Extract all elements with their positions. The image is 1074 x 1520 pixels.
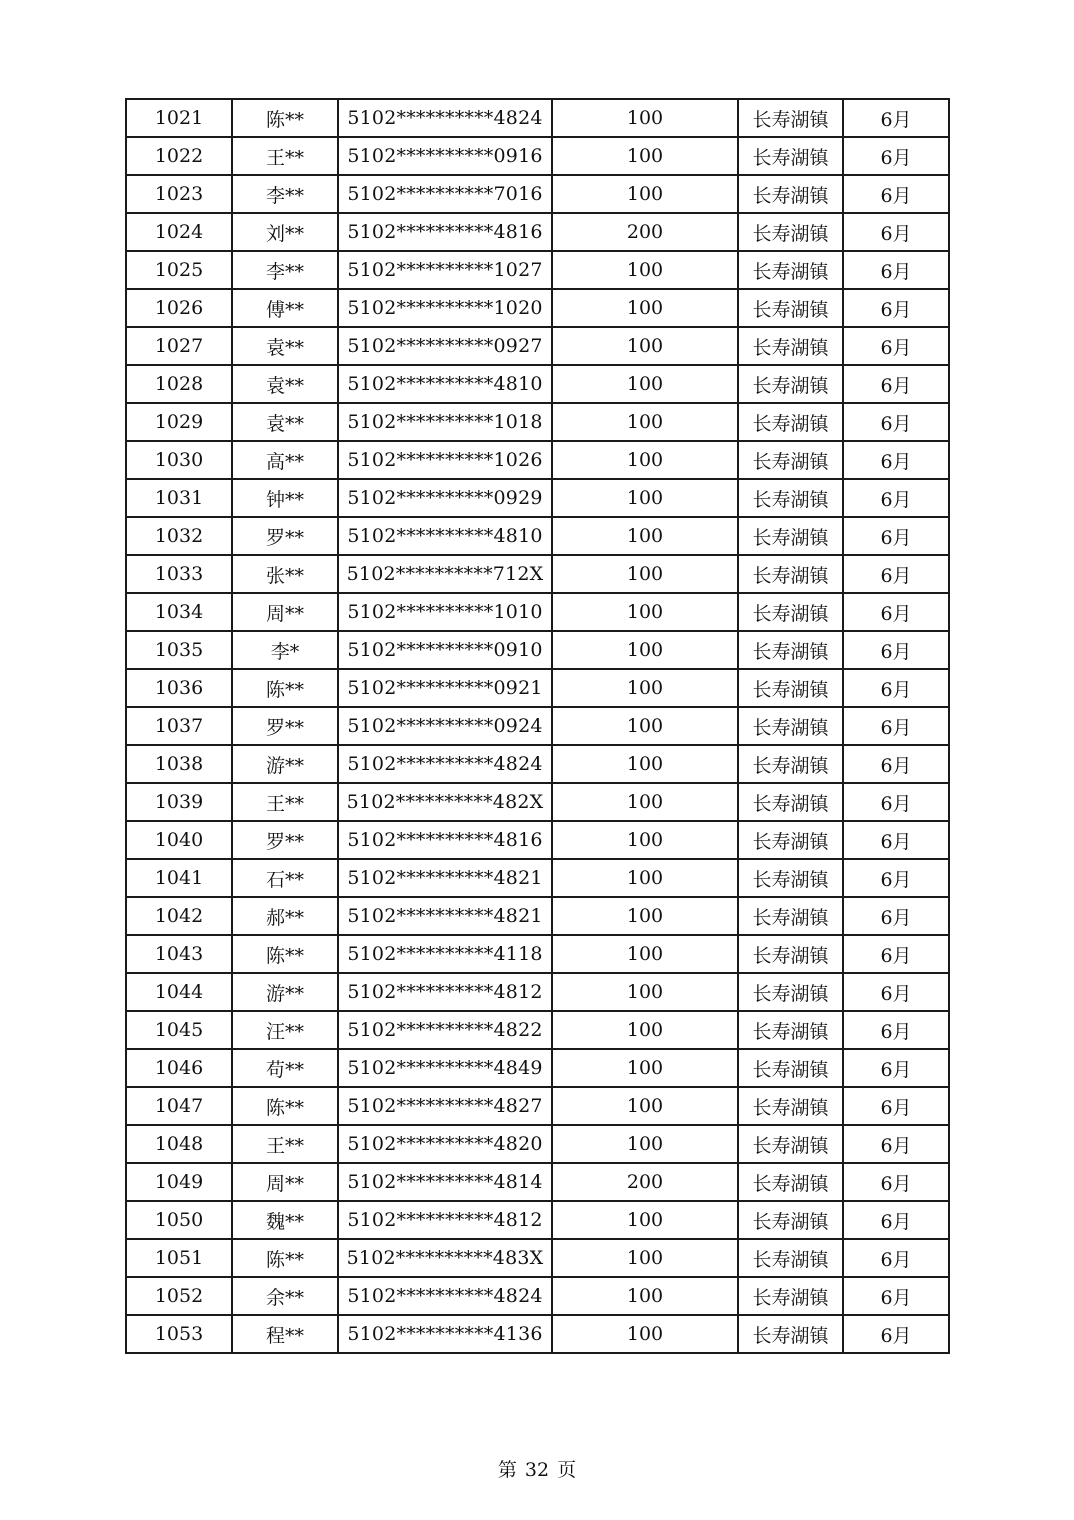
- cell-name: 李*: [232, 631, 338, 669]
- table-row: [126, 783, 949, 821]
- cell-month: 6月: [843, 897, 949, 935]
- page-number: 32: [524, 1459, 550, 1481]
- cell-name: 李**: [232, 175, 338, 213]
- cell-serial-number: 1042: [126, 897, 232, 935]
- table-row: [126, 1277, 949, 1315]
- cell-name: 李**: [232, 251, 338, 289]
- table-row: [126, 1049, 949, 1087]
- cell-serial-number: 1028: [126, 365, 232, 403]
- cell-id-number: 5102**********4824: [338, 745, 552, 783]
- cell-serial-number: 1023: [126, 175, 232, 213]
- cell-amount: 100: [552, 479, 738, 517]
- cell-amount: 200: [552, 213, 738, 251]
- cell-month: 6月: [843, 175, 949, 213]
- cell-town: 长寿湖镇: [738, 669, 843, 707]
- cell-name: 袁**: [232, 327, 338, 365]
- table-row: [126, 897, 949, 935]
- cell-month: 6月: [843, 479, 949, 517]
- table-row: [126, 365, 949, 403]
- page-footer: [0, 1455, 1074, 1482]
- cell-serial-number: 1034: [126, 593, 232, 631]
- cell-town: 长寿湖镇: [738, 859, 843, 897]
- cell-amount: 100: [552, 707, 738, 745]
- cell-amount: 100: [552, 251, 738, 289]
- table-row: [126, 859, 949, 897]
- cell-serial-number: 1022: [126, 137, 232, 175]
- cell-id-number: 5102**********4810: [338, 365, 552, 403]
- cell-id-number: 5102**********0921: [338, 669, 552, 707]
- cell-serial-number: 1025: [126, 251, 232, 289]
- cell-id-number: 5102**********482X: [338, 783, 552, 821]
- cell-serial-number: 1044: [126, 973, 232, 1011]
- cell-name: 石**: [232, 859, 338, 897]
- cell-amount: 100: [552, 1277, 738, 1315]
- cell-serial-number: 1021: [126, 99, 232, 137]
- cell-town: 长寿湖镇: [738, 1239, 843, 1277]
- cell-town: 长寿湖镇: [738, 973, 843, 1011]
- table-row: [126, 593, 949, 631]
- cell-serial-number: 1031: [126, 479, 232, 517]
- cell-name: 汪**: [232, 1011, 338, 1049]
- cell-town: 长寿湖镇: [738, 99, 843, 137]
- cell-id-number: 5102**********1020: [338, 289, 552, 327]
- cell-town: 长寿湖镇: [738, 175, 843, 213]
- cell-month: 6月: [843, 973, 949, 1011]
- cell-amount: 100: [552, 365, 738, 403]
- cell-town: 长寿湖镇: [738, 441, 843, 479]
- cell-name: 高**: [232, 441, 338, 479]
- cell-town: 长寿湖镇: [738, 479, 843, 517]
- cell-amount: 100: [552, 593, 738, 631]
- cell-name: 苟**: [232, 1049, 338, 1087]
- cell-amount: 100: [552, 1087, 738, 1125]
- cell-name: 傅**: [232, 289, 338, 327]
- cell-month: 6月: [843, 821, 949, 859]
- cell-town: 长寿湖镇: [738, 327, 843, 365]
- cell-town: 长寿湖镇: [738, 1125, 843, 1163]
- cell-id-number: 5102**********4821: [338, 859, 552, 897]
- cell-name: 余**: [232, 1277, 338, 1315]
- cell-id-number: 5102**********483X: [338, 1239, 552, 1277]
- cell-month: 6月: [843, 327, 949, 365]
- cell-id-number: 5102**********4824: [338, 99, 552, 137]
- cell-town: 长寿湖镇: [738, 707, 843, 745]
- cell-serial-number: 1037: [126, 707, 232, 745]
- cell-name: 袁**: [232, 365, 338, 403]
- cell-month: 6月: [843, 403, 949, 441]
- page-prefix: 第: [497, 1459, 517, 1481]
- cell-id-number: 5102**********4118: [338, 935, 552, 973]
- table-row: [126, 1011, 949, 1049]
- cell-month: 6月: [843, 745, 949, 783]
- cell-serial-number: 1033: [126, 555, 232, 593]
- cell-serial-number: 1052: [126, 1277, 232, 1315]
- cell-id-number: 5102**********0924: [338, 707, 552, 745]
- cell-amount: 100: [552, 175, 738, 213]
- table-row: [126, 517, 949, 555]
- cell-month: 6月: [843, 99, 949, 137]
- cell-id-number: 5102**********4816: [338, 213, 552, 251]
- cell-amount: 100: [552, 517, 738, 555]
- cell-amount: 100: [552, 859, 738, 897]
- cell-serial-number: 1049: [126, 1163, 232, 1201]
- cell-month: 6月: [843, 555, 949, 593]
- cell-serial-number: 1026: [126, 289, 232, 327]
- cell-serial-number: 1024: [126, 213, 232, 251]
- page-suffix: 页: [557, 1459, 577, 1481]
- table-row: [126, 707, 949, 745]
- cell-name: 陈**: [232, 1239, 338, 1277]
- table-row: [126, 99, 949, 137]
- table-row: [126, 555, 949, 593]
- table-row: [126, 1125, 949, 1163]
- cell-amount: 100: [552, 745, 738, 783]
- cell-town: 长寿湖镇: [738, 783, 843, 821]
- table-row: [126, 631, 949, 669]
- cell-id-number: 5102**********4812: [338, 973, 552, 1011]
- cell-amount: 100: [552, 555, 738, 593]
- cell-town: 长寿湖镇: [738, 745, 843, 783]
- cell-month: 6月: [843, 1239, 949, 1277]
- cell-amount: 200: [552, 1163, 738, 1201]
- cell-amount: 100: [552, 783, 738, 821]
- cell-name: 程**: [232, 1315, 338, 1353]
- cell-name: 王**: [232, 783, 338, 821]
- cell-town: 长寿湖镇: [738, 1163, 843, 1201]
- cell-month: 6月: [843, 631, 949, 669]
- table-row: [126, 1163, 949, 1201]
- cell-name: 游**: [232, 745, 338, 783]
- cell-amount: 100: [552, 973, 738, 1011]
- cell-id-number: 5102**********0929: [338, 479, 552, 517]
- cell-amount: 100: [552, 1239, 738, 1277]
- cell-month: 6月: [843, 365, 949, 403]
- cell-town: 长寿湖镇: [738, 897, 843, 935]
- cell-id-number: 5102**********4827: [338, 1087, 552, 1125]
- cell-name: 王**: [232, 1125, 338, 1163]
- cell-serial-number: 1032: [126, 517, 232, 555]
- cell-name: 张**: [232, 555, 338, 593]
- cell-town: 长寿湖镇: [738, 289, 843, 327]
- cell-month: 6月: [843, 289, 949, 327]
- cell-amount: 100: [552, 821, 738, 859]
- cell-amount: 100: [552, 1315, 738, 1353]
- cell-amount: 100: [552, 289, 738, 327]
- cell-name: 周**: [232, 593, 338, 631]
- cell-serial-number: 1038: [126, 745, 232, 783]
- cell-town: 长寿湖镇: [738, 1049, 843, 1087]
- cell-town: 长寿湖镇: [738, 1011, 843, 1049]
- table-row: [126, 1201, 949, 1239]
- cell-month: 6月: [843, 1201, 949, 1239]
- cell-town: 长寿湖镇: [738, 213, 843, 251]
- cell-name: 陈**: [232, 935, 338, 973]
- table-row: [126, 479, 949, 517]
- cell-name: 陈**: [232, 669, 338, 707]
- cell-name: 陈**: [232, 99, 338, 137]
- cell-amount: 100: [552, 1011, 738, 1049]
- cell-town: 长寿湖镇: [738, 251, 843, 289]
- cell-amount: 100: [552, 897, 738, 935]
- table-row: [126, 1239, 949, 1277]
- cell-id-number: 5102**********4812: [338, 1201, 552, 1239]
- cell-id-number: 5102**********4814: [338, 1163, 552, 1201]
- cell-amount: 100: [552, 669, 738, 707]
- cell-amount: 100: [552, 327, 738, 365]
- cell-amount: 100: [552, 441, 738, 479]
- cell-id-number: 5102**********7016: [338, 175, 552, 213]
- cell-id-number: 5102**********4822: [338, 1011, 552, 1049]
- cell-month: 6月: [843, 593, 949, 631]
- cell-month: 6月: [843, 783, 949, 821]
- cell-month: 6月: [843, 1163, 949, 1201]
- cell-month: 6月: [843, 1277, 949, 1315]
- cell-amount: 100: [552, 1125, 738, 1163]
- cell-serial-number: 1050: [126, 1201, 232, 1239]
- cell-month: 6月: [843, 213, 949, 251]
- cell-town: 长寿湖镇: [738, 935, 843, 973]
- cell-town: 长寿湖镇: [738, 517, 843, 555]
- cell-month: 6月: [843, 1087, 949, 1125]
- cell-town: 长寿湖镇: [738, 365, 843, 403]
- cell-name: 钟**: [232, 479, 338, 517]
- cell-town: 长寿湖镇: [738, 1087, 843, 1125]
- table-row: [126, 251, 949, 289]
- cell-name: 罗**: [232, 707, 338, 745]
- cell-serial-number: 1027: [126, 327, 232, 365]
- cell-name: 游**: [232, 973, 338, 1011]
- cell-month: 6月: [843, 441, 949, 479]
- cell-name: 刘**: [232, 213, 338, 251]
- cell-amount: 100: [552, 1201, 738, 1239]
- cell-month: 6月: [843, 1049, 949, 1087]
- cell-month: 6月: [843, 137, 949, 175]
- cell-id-number: 5102**********1018: [338, 403, 552, 441]
- cell-town: 长寿湖镇: [738, 1277, 843, 1315]
- cell-id-number: 5102**********712X: [338, 555, 552, 593]
- cell-serial-number: 1040: [126, 821, 232, 859]
- table-row: [126, 289, 949, 327]
- cell-id-number: 5102**********4821: [338, 897, 552, 935]
- cell-month: 6月: [843, 859, 949, 897]
- cell-serial-number: 1047: [126, 1087, 232, 1125]
- roster-body: [126, 99, 949, 1353]
- cell-month: 6月: [843, 669, 949, 707]
- cell-town: 长寿湖镇: [738, 555, 843, 593]
- table-row: [126, 213, 949, 251]
- cell-amount: 100: [552, 1049, 738, 1087]
- cell-serial-number: 1048: [126, 1125, 232, 1163]
- cell-town: 长寿湖镇: [738, 403, 843, 441]
- cell-id-number: 5102**********1010: [338, 593, 552, 631]
- cell-name: 郝**: [232, 897, 338, 935]
- cell-month: 6月: [843, 935, 949, 973]
- cell-id-number: 5102**********0910: [338, 631, 552, 669]
- cell-month: 6月: [843, 1011, 949, 1049]
- cell-amount: 100: [552, 99, 738, 137]
- cell-serial-number: 1039: [126, 783, 232, 821]
- cell-month: 6月: [843, 517, 949, 555]
- cell-serial-number: 1043: [126, 935, 232, 973]
- table-row: [126, 821, 949, 859]
- cell-serial-number: 1046: [126, 1049, 232, 1087]
- cell-month: 6月: [843, 251, 949, 289]
- cell-id-number: 5102**********4820: [338, 1125, 552, 1163]
- cell-serial-number: 1045: [126, 1011, 232, 1049]
- cell-name: 袁**: [232, 403, 338, 441]
- cell-serial-number: 1029: [126, 403, 232, 441]
- cell-serial-number: 1041: [126, 859, 232, 897]
- table-row: [126, 1315, 949, 1353]
- cell-amount: 100: [552, 137, 738, 175]
- table-row: [126, 973, 949, 1011]
- cell-id-number: 5102**********4849: [338, 1049, 552, 1087]
- cell-name: 魏**: [232, 1201, 338, 1239]
- cell-town: 长寿湖镇: [738, 1201, 843, 1239]
- cell-id-number: 5102**********4824: [338, 1277, 552, 1315]
- cell-name: 罗**: [232, 517, 338, 555]
- cell-month: 6月: [843, 1315, 949, 1353]
- cell-id-number: 5102**********1027: [338, 251, 552, 289]
- cell-id-number: 5102**********1026: [338, 441, 552, 479]
- table-row: [126, 1087, 949, 1125]
- table-row: [126, 403, 949, 441]
- cell-id-number: 5102**********4810: [338, 517, 552, 555]
- cell-id-number: 5102**********0916: [338, 137, 552, 175]
- cell-amount: 100: [552, 631, 738, 669]
- cell-name: 周**: [232, 1163, 338, 1201]
- cell-month: 6月: [843, 707, 949, 745]
- cell-month: 6月: [843, 1125, 949, 1163]
- cell-amount: 100: [552, 403, 738, 441]
- table-row: [126, 175, 949, 213]
- cell-town: 长寿湖镇: [738, 631, 843, 669]
- table-row: [126, 935, 949, 973]
- roster-table: [125, 98, 950, 1354]
- table-row: [126, 327, 949, 365]
- cell-serial-number: 1035: [126, 631, 232, 669]
- cell-town: 长寿湖镇: [738, 593, 843, 631]
- cell-amount: 100: [552, 935, 738, 973]
- cell-name: 王**: [232, 137, 338, 175]
- cell-serial-number: 1030: [126, 441, 232, 479]
- cell-id-number: 5102**********4816: [338, 821, 552, 859]
- cell-serial-number: 1051: [126, 1239, 232, 1277]
- cell-town: 长寿湖镇: [738, 821, 843, 859]
- table-row: [126, 137, 949, 175]
- cell-name: 陈**: [232, 1087, 338, 1125]
- cell-serial-number: 1036: [126, 669, 232, 707]
- cell-name: 罗**: [232, 821, 338, 859]
- table-row: [126, 669, 949, 707]
- table-row: [126, 441, 949, 479]
- cell-id-number: 5102**********4136: [338, 1315, 552, 1353]
- cell-serial-number: 1053: [126, 1315, 232, 1353]
- cell-town: 长寿湖镇: [738, 137, 843, 175]
- cell-id-number: 5102**********0927: [338, 327, 552, 365]
- cell-town: 长寿湖镇: [738, 1315, 843, 1353]
- table-row: [126, 745, 949, 783]
